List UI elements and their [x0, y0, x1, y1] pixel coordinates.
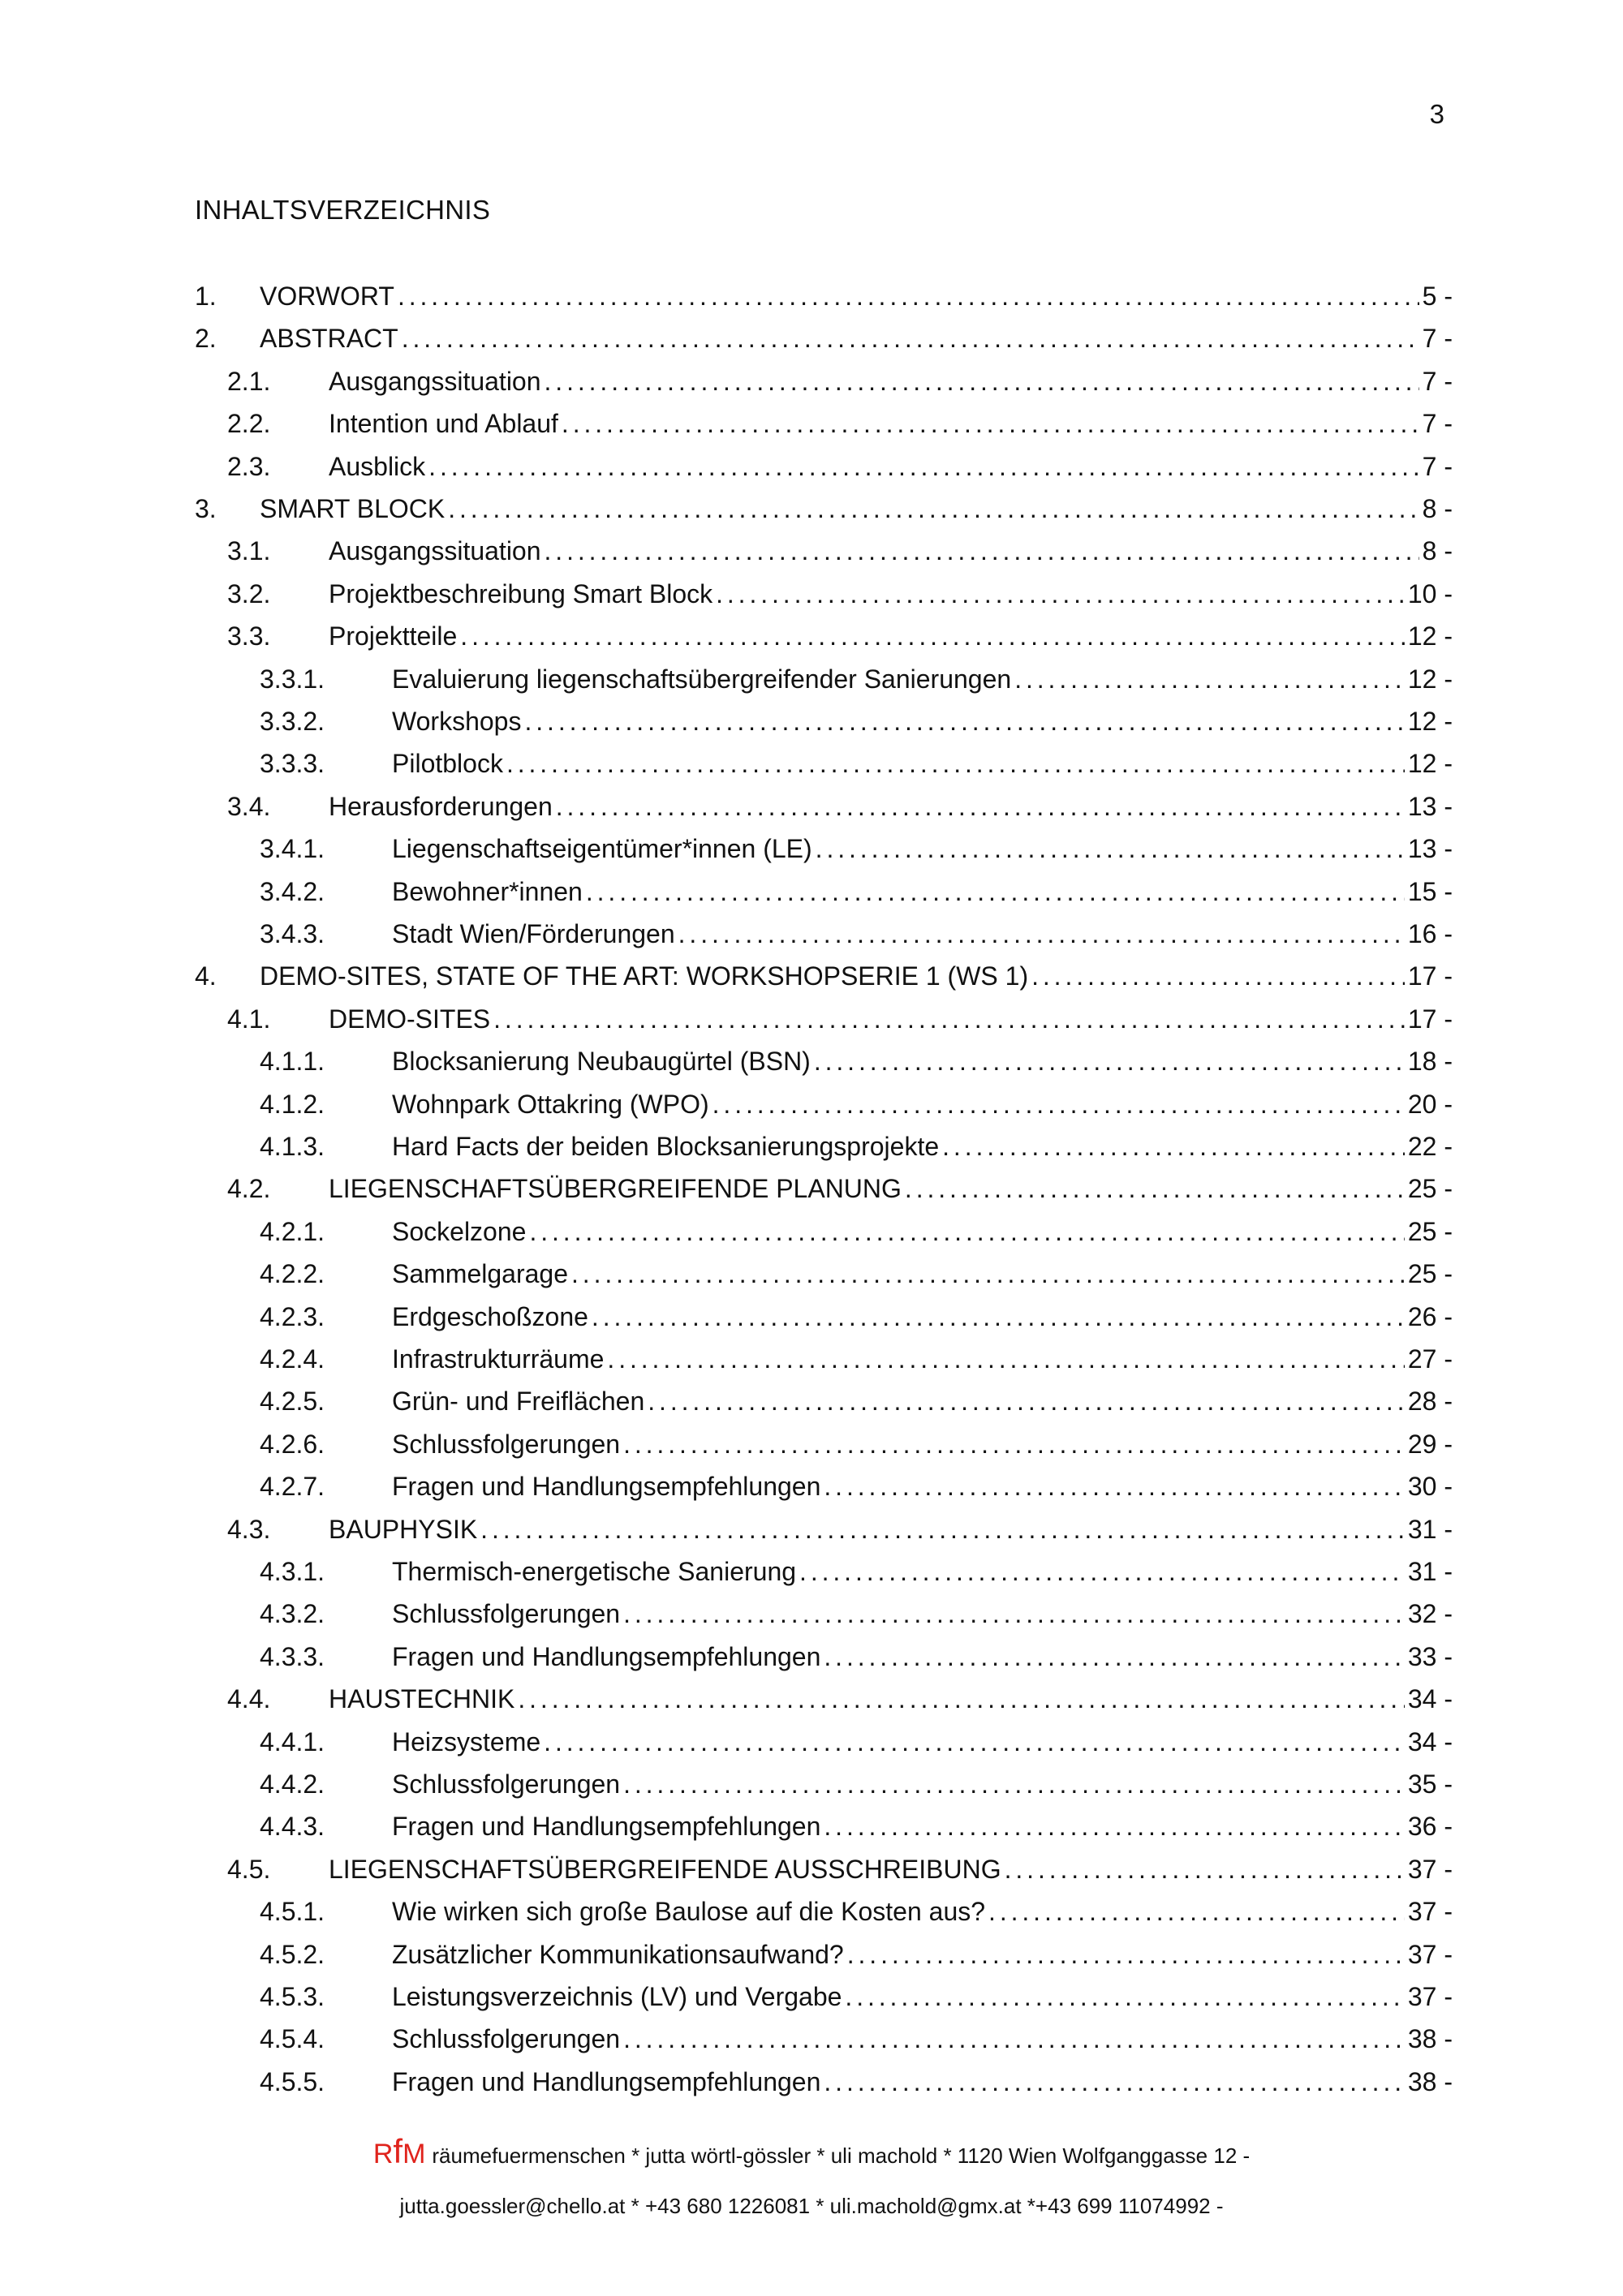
toc-entry-number: 4.5.3.	[260, 1982, 325, 2011]
dot-leader	[592, 1301, 1405, 1333]
toc-entry-page: 13 -	[1407, 792, 1453, 821]
toc-entry-title: Schlussfolgerungen	[392, 1769, 621, 1799]
logo-letter-f: f	[393, 2132, 403, 2170]
toc-entry[interactable]	[0, 1555, 1623, 1597]
toc-entry-line	[392, 1640, 1453, 1673]
toc-entry-page: 12 -	[1407, 664, 1453, 694]
toc-entry-line	[392, 1470, 1453, 1503]
dot-leader	[824, 2066, 1404, 2098]
toc-entry-title: Sockelzone	[392, 1217, 527, 1246]
toc-entry-number: 4.3.2.	[260, 1599, 325, 1628]
toc-entry-page: 25 -	[1407, 1259, 1453, 1288]
toc-entry-line	[392, 663, 1453, 695]
toc-entry-page: 15 -	[1407, 877, 1453, 906]
dot-leader	[648, 1385, 1405, 1417]
toc-entry-page: 12 -	[1407, 749, 1453, 778]
toc-entry-page: 18 -	[1407, 1047, 1453, 1076]
dot-leader	[1031, 960, 1405, 992]
toc-entry-page: 36 -	[1407, 1812, 1453, 1841]
toc-entry-title: Stadt Wien/Förderungen	[392, 919, 675, 948]
toc-entry-title: Schlussfolgerungen	[392, 1430, 621, 1459]
toc-entry-line	[392, 1045, 1453, 1077]
toc-entry-line	[329, 1683, 1453, 1715]
toc-entry-page: 22 -	[1407, 1132, 1453, 1161]
dot-leader	[506, 747, 1405, 780]
dot-leader	[847, 1938, 1405, 1971]
toc-entry-line	[329, 620, 1453, 652]
toc-entry-number: 4.2.5.	[260, 1387, 325, 1416]
toc-entry-page: 17 -	[1407, 1004, 1453, 1034]
toc-entry-page: 29 -	[1407, 1430, 1453, 1459]
dot-leader	[545, 365, 1419, 398]
toc-entry-title: Sammelgarage	[392, 1259, 568, 1288]
toc-entry-title: Heizsysteme	[392, 1727, 541, 1756]
toc-entry-number: 3.3.1.	[260, 664, 325, 694]
toc-entry[interactable]	[0, 322, 1623, 364]
toc-entry-title: Wohnpark Ottakring (WPO)	[392, 1090, 709, 1119]
toc-entry-number: 3.4.1.	[260, 834, 325, 863]
toc-entry-title: Grün- und Freiflächen	[392, 1387, 645, 1416]
toc-entry-line	[329, 790, 1453, 823]
toc-entry-line	[392, 1555, 1453, 1588]
toc-entry-page: 26 -	[1407, 1302, 1453, 1331]
dot-leader	[544, 1726, 1405, 1758]
dot-leader	[448, 492, 1419, 525]
dot-leader	[623, 2023, 1405, 2055]
toc-entry-title: SMART BLOCK	[260, 494, 446, 523]
toc-entry-number: 3.4.	[227, 792, 271, 821]
toc-entry-page: 37 -	[1407, 1940, 1453, 1969]
toc-entry-title: Bewohner*innen	[392, 877, 583, 906]
toc-entry-line	[329, 535, 1453, 567]
toc-entry-page: 7 -	[1422, 452, 1453, 481]
toc-entry-line	[392, 1895, 1453, 1928]
toc-entry-title: Zusätzlicher Kommunikationsaufwand?	[392, 1940, 844, 1969]
dot-leader	[398, 280, 1419, 312]
toc-entry-page: 34 -	[1407, 1684, 1453, 1713]
toc-entry-number: 4.	[195, 961, 217, 991]
toc-entry-page: 12 -	[1407, 707, 1453, 736]
dot-leader	[545, 535, 1419, 567]
toc-entry[interactable]	[0, 1640, 1623, 1683]
dot-leader	[814, 1045, 1405, 1077]
toc-entry-number: 2.	[195, 324, 217, 353]
footer-contact-line: jutta.goessler@chello.at * +43 680 1226081 * uli.machold@gmx.at *+43 699 11074992 -	[399, 2194, 1224, 2218]
toc-entry-title: Liegenschaftseigentümer*innen (LE)	[392, 834, 812, 863]
dot-leader	[524, 705, 1404, 737]
toc-entry[interactable]	[0, 1130, 1623, 1172]
toc-entry-number: 4.3.1.	[260, 1557, 325, 1586]
toc-entry-page: 17 -	[1407, 961, 1453, 991]
toc-entry-title: Fragen und Handlungsempfehlungen	[392, 1812, 821, 1841]
toc-entry-number: 3.3.3.	[260, 749, 325, 778]
toc-entry[interactable]	[0, 1428, 1623, 1470]
toc-entry-number: 4.5.	[227, 1855, 271, 1884]
dot-leader	[623, 1428, 1405, 1460]
toc-entry-page: 33 -	[1407, 1642, 1453, 1671]
toc-entry-title: Infrastrukturräume	[392, 1344, 605, 1374]
dot-leader	[799, 1555, 1405, 1588]
toc-entry-line	[392, 2066, 1453, 2098]
toc-entry-title: BAUPHYSIK	[329, 1515, 478, 1544]
toc-entry[interactable]	[0, 407, 1623, 449]
toc-entry[interactable]	[0, 1683, 1623, 1725]
toc-entry-page: 27 -	[1407, 1344, 1453, 1374]
dot-leader	[460, 620, 1405, 652]
toc-entry-page: 32 -	[1407, 1599, 1453, 1628]
dot-leader	[623, 1597, 1405, 1630]
toc-entry[interactable]	[0, 1895, 1623, 1937]
toc-entry-line	[392, 1385, 1453, 1417]
toc-entry-line	[329, 1172, 1453, 1205]
toc-entry-line	[392, 1088, 1453, 1120]
dot-leader	[607, 1343, 1404, 1375]
toc-entry-line	[260, 322, 1453, 355]
footer-address-line	[0, 2132, 1623, 2171]
footer-address-text: räumefuermenschen * jutta wörtl-gössler * uli machold * 1120 Wien Wolfganggasse 12 -	[432, 2143, 1251, 2168]
toc-entry[interactable]	[0, 280, 1623, 322]
toc-entry[interactable]	[0, 1343, 1623, 1385]
toc-entry-number: 2.1.	[227, 367, 271, 396]
toc-entry-page: 5 -	[1422, 282, 1453, 311]
toc-entry-page: 38 -	[1407, 2067, 1453, 2096]
toc-entry-title: Wie wirken sich große Baulose auf die Kosten aus?	[392, 1897, 986, 1926]
toc-entry-line	[392, 1597, 1453, 1630]
toc-entry-line	[392, 1428, 1453, 1460]
toc-entry-title: Projektteile	[329, 621, 458, 651]
toc-entry-line	[392, 2023, 1453, 2055]
toc-entry-title: Ausgangssituation	[329, 367, 541, 396]
toc-entry[interactable]	[0, 790, 1623, 832]
toc-entry-title: Ausblick	[329, 452, 426, 481]
toc-entry-number: 3.1.	[227, 536, 271, 565]
toc-entry-title: Projektbeschreibung Smart Block	[329, 579, 713, 608]
toc-entry[interactable]	[0, 1045, 1623, 1087]
toc-entry-title: Hard Facts der beiden Blocksanierungsprojekte	[392, 1132, 940, 1161]
toc-entry-line	[329, 1513, 1453, 1546]
toc-entry[interactable]	[0, 1301, 1623, 1343]
toc-entry-number: 4.5.4.	[260, 2024, 325, 2053]
toc-entry-number: 4.2.1.	[260, 1217, 325, 1246]
toc-entry-line	[329, 365, 1453, 398]
toc-entry-page: 7 -	[1422, 409, 1453, 438]
dot-leader	[586, 875, 1405, 908]
toc-entry[interactable]	[0, 663, 1623, 705]
dot-leader	[942, 1130, 1405, 1163]
toc-entry-number: 4.5.2.	[260, 1940, 325, 1969]
toc-entry-title: DEMO-SITES, STATE OF THE ART: WORKSHOPSERIE 1 (WS 1)	[260, 961, 1029, 991]
toc-entry-page: 35 -	[1407, 1769, 1453, 1799]
toc-entry-page: 31 -	[1407, 1515, 1453, 1544]
dot-leader	[571, 1258, 1405, 1290]
toc-entry-title: Intention und Ablauf	[329, 409, 558, 438]
toc-entry[interactable]	[0, 875, 1623, 918]
toc-entry-number: 4.4.2.	[260, 1769, 325, 1799]
toc-entry[interactable]	[0, 1810, 1623, 1852]
toc-entry-number: 3.4.2.	[260, 877, 325, 906]
toc-entry-number: 4.3.3.	[260, 1642, 325, 1671]
dot-leader	[824, 1470, 1404, 1503]
dot-leader	[562, 407, 1419, 440]
toc-entry-title: Erdgeschoßzone	[392, 1302, 588, 1331]
toc-entry-line	[329, 407, 1453, 440]
toc-entry-line	[392, 1258, 1453, 1290]
toc-entry-number: 4.1.2.	[260, 1090, 325, 1119]
toc-entry[interactable]	[0, 1470, 1623, 1512]
toc-entry-number: 2.3.	[227, 452, 271, 481]
toc-entry[interactable]	[0, 1088, 1623, 1130]
toc-entry-title: LIEGENSCHAFTSÜBERGREIFENDE AUSSCHREIBUNG	[329, 1855, 1001, 1884]
toc-entry-line	[329, 1853, 1453, 1885]
toc-entry-page: 8 -	[1422, 536, 1453, 565]
toc-entry-number: 4.4.1.	[260, 1727, 325, 1756]
dot-leader	[824, 1640, 1404, 1673]
toc-entry[interactable]	[0, 1215, 1623, 1258]
toc-entry-page: 37 -	[1407, 1897, 1453, 1926]
dot-leader	[845, 1980, 1404, 2013]
dot-leader	[556, 790, 1405, 823]
toc-entry-title: ABSTRACT	[260, 324, 398, 353]
toc-entry-number: 4.1.3.	[260, 1132, 325, 1161]
toc-entry-page: 31 -	[1407, 1557, 1453, 1586]
toc-entry-page: 38 -	[1407, 2024, 1453, 2053]
toc-entry-page: 34 -	[1407, 1727, 1453, 1756]
toc-entry[interactable]	[0, 1980, 1623, 2023]
toc-entry-line	[392, 875, 1453, 908]
toc-entry-line	[392, 1301, 1453, 1333]
dot-leader	[712, 1088, 1405, 1120]
toc-entry-page: 12 -	[1407, 621, 1453, 651]
toc-entry-title: Schlussfolgerungen	[392, 2024, 621, 2053]
toc-entry-page: 37 -	[1407, 1855, 1453, 1884]
toc-entry-title: LIEGENSCHAFTSÜBERGREIFENDE PLANUNG	[329, 1174, 902, 1203]
toc-entry-line	[392, 747, 1453, 780]
toc-entry-title: Herausforderungen	[329, 792, 553, 821]
toc-entry[interactable]	[0, 578, 1623, 620]
toc-entry-title: VORWORT	[260, 282, 394, 311]
toc-entry-line	[329, 578, 1453, 610]
logo-letter-m: M	[403, 2139, 426, 2169]
toc-entry-number: 1.	[195, 282, 217, 311]
dot-leader	[824, 1810, 1404, 1842]
toc-entry[interactable]	[0, 1385, 1623, 1427]
dot-leader	[988, 1895, 1405, 1928]
toc-entry-page: 7 -	[1422, 367, 1453, 396]
dot-leader	[493, 1003, 1405, 1035]
toc-entry-number: 2.2.	[227, 409, 271, 438]
toc-entry-title: Fragen und Handlungsempfehlungen	[392, 1472, 821, 1501]
toc-entry[interactable]	[0, 1597, 1623, 1640]
toc-entry[interactable]	[0, 832, 1623, 875]
toc-entry[interactable]	[0, 1258, 1623, 1300]
dot-leader	[623, 1768, 1405, 1800]
toc-entry-line	[392, 1768, 1453, 1800]
toc-entry-line	[392, 1130, 1453, 1163]
toc-entry-line	[329, 450, 1453, 483]
toc-entry-title: DEMO-SITES	[329, 1004, 491, 1034]
page-number: 3	[1429, 99, 1444, 129]
footer	[0, 2132, 1623, 2219]
logo-letter-r: R	[372, 2139, 394, 2169]
toc-entry-line	[392, 832, 1453, 865]
toc-entry[interactable]	[0, 747, 1623, 789]
toc-entry-line	[392, 918, 1453, 950]
toc-entry-title: Fragen und Handlungsempfehlungen	[392, 1642, 821, 1671]
toc-entry-line	[260, 492, 1453, 525]
toc-entry-page: 37 -	[1407, 1982, 1453, 2011]
toc-entry-line	[260, 960, 1453, 992]
dot-leader	[905, 1172, 1405, 1205]
toc-heading: INHALTSVERZEICHNIS	[195, 195, 491, 225]
dot-leader	[1014, 663, 1405, 695]
toc-entry-number: 3.3.2.	[260, 707, 325, 736]
toc-entry[interactable]	[0, 365, 1623, 407]
toc-entry[interactable]	[0, 2023, 1623, 2065]
toc-entry-page: 25 -	[1407, 1217, 1453, 1246]
toc-entry[interactable]	[0, 1853, 1623, 1895]
toc-entry-page: 10 -	[1407, 579, 1453, 608]
toc-entry[interactable]	[0, 620, 1623, 662]
toc-entry-page: 16 -	[1407, 919, 1453, 948]
toc-entry-title: Blocksanierung Neubaugürtel (BSN)	[392, 1047, 811, 1076]
toc-entry-number: 4.1.1.	[260, 1047, 325, 1076]
toc-entry-number: 3.	[195, 494, 217, 523]
toc-entry-number: 4.4.	[227, 1684, 271, 1713]
toc-entry-page: 30 -	[1407, 1472, 1453, 1501]
toc-entry-page: 13 -	[1407, 834, 1453, 863]
dot-leader	[428, 450, 1419, 483]
toc-entry-number: 4.2.3.	[260, 1302, 325, 1331]
toc-entry-title: Ausgangssituation	[329, 536, 541, 565]
toc-entry-title: Workshops	[392, 707, 522, 736]
toc-entry-line	[329, 1003, 1453, 1035]
dot-leader	[480, 1513, 1405, 1546]
toc-entry[interactable]	[0, 492, 1623, 535]
toc-entry-page: 8 -	[1422, 494, 1453, 523]
dot-leader	[518, 1683, 1405, 1715]
toc-entry[interactable]	[0, 535, 1623, 577]
dot-leader	[678, 918, 1405, 950]
toc-entry[interactable]	[0, 1768, 1623, 1810]
toc-entry[interactable]	[0, 450, 1623, 492]
toc-entry-page: 7 -	[1422, 324, 1453, 353]
toc-entry-title: Thermisch-energetische Sanierung	[392, 1557, 797, 1586]
toc-entry-number: 4.2.2.	[260, 1259, 325, 1288]
toc-entry-page: 28 -	[1407, 1387, 1453, 1416]
toc-entry-line	[392, 1938, 1453, 1971]
rfm-logo	[372, 2132, 426, 2170]
toc-entry[interactable]	[0, 1726, 1623, 1768]
toc-entry-title: Evaluierung liegenschaftsübergreifender Sanierungen	[392, 664, 1012, 694]
toc-entry-number: 4.5.1.	[260, 1897, 325, 1926]
toc-entry-number: 3.2.	[227, 579, 271, 608]
toc-entry-number: 3.4.3.	[260, 919, 325, 948]
toc-entry-number: 4.5.5.	[260, 2067, 325, 2096]
toc-entry[interactable]	[0, 2066, 1623, 2108]
toc-entry-page: 25 -	[1407, 1174, 1453, 1203]
dot-leader	[402, 322, 1419, 355]
toc-entry[interactable]	[0, 1513, 1623, 1555]
toc-entry-title: Schlussfolgerungen	[392, 1599, 621, 1628]
toc-entry[interactable]	[0, 1003, 1623, 1045]
toc-entry-line	[392, 1215, 1453, 1248]
dot-leader	[716, 578, 1405, 610]
toc-entry[interactable]	[0, 1172, 1623, 1215]
toc-entry-line	[392, 1343, 1453, 1375]
toc-entry-line	[392, 705, 1453, 737]
toc-entry[interactable]	[0, 705, 1623, 747]
toc-entry-number: 4.2.6.	[260, 1430, 325, 1459]
toc-entry-number: 4.2.7.	[260, 1472, 325, 1501]
toc-entry-title: Leistungsverzeichnis (LV) und Vergabe	[392, 1982, 842, 2011]
toc-entry-number: 4.2.4.	[260, 1344, 325, 1374]
toc-entry[interactable]	[0, 960, 1623, 1002]
dot-leader	[816, 832, 1405, 865]
toc-entry[interactable]	[0, 1938, 1623, 1980]
dot-leader	[1005, 1853, 1405, 1885]
toc-entry-title: Fragen und Handlungsempfehlungen	[392, 2067, 821, 2096]
toc-entry-number: 4.2.	[227, 1174, 271, 1203]
toc-entry-line	[392, 1810, 1453, 1842]
toc-entry-line	[392, 1980, 1453, 2013]
toc-entry-number: 4.3.	[227, 1515, 271, 1544]
toc-entry[interactable]	[0, 918, 1623, 960]
toc-entry-page: 20 -	[1407, 1090, 1453, 1119]
toc-entry-line	[260, 280, 1453, 312]
toc-entry-number: 3.3.	[227, 621, 271, 651]
toc-entry-title: Pilotblock	[392, 749, 503, 778]
toc-entry-number: 4.1.	[227, 1004, 271, 1034]
toc-entry-title: HAUSTECHNIK	[329, 1684, 515, 1713]
toc-entry-number: 4.4.3.	[260, 1812, 325, 1841]
toc-entry-line	[392, 1726, 1453, 1758]
dot-leader	[529, 1215, 1404, 1248]
